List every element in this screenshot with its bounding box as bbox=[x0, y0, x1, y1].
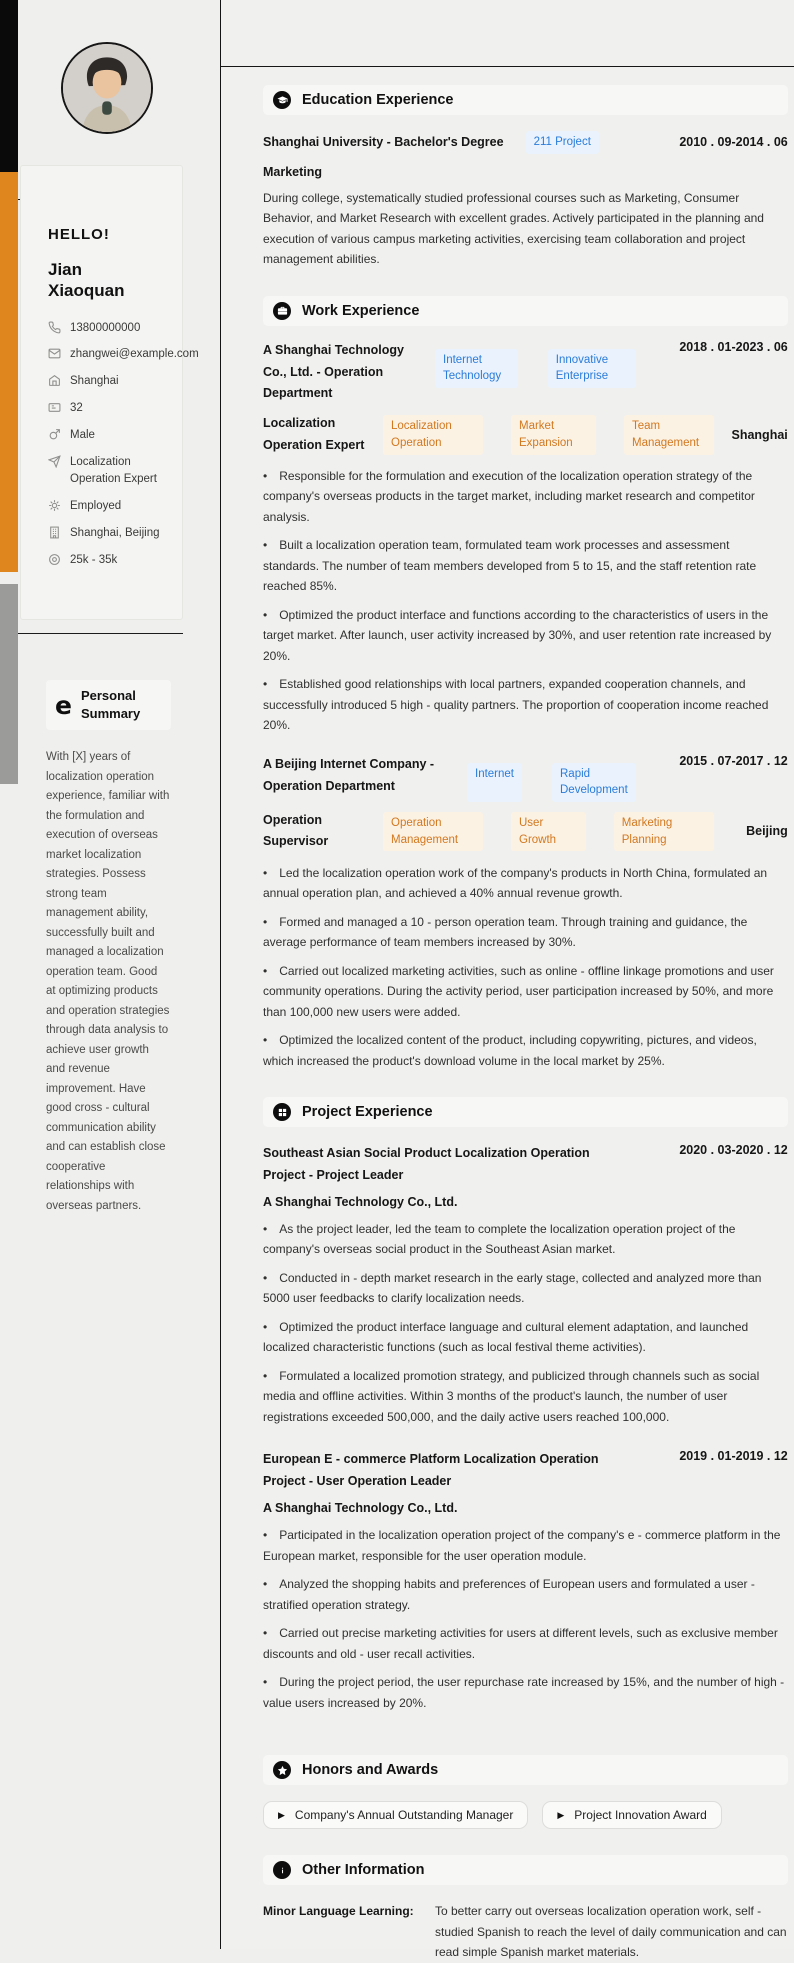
company-tag: Internet Technology bbox=[435, 349, 518, 388]
position-icon bbox=[48, 455, 61, 468]
briefcase-icon bbox=[273, 302, 291, 320]
personal-summary-header bbox=[46, 680, 171, 730]
company-tag: Rapid Development bbox=[552, 763, 636, 802]
contact-value: Shanghai bbox=[70, 375, 119, 388]
contact-list bbox=[48, 320, 199, 570]
education-section bbox=[263, 85, 788, 270]
company-tags bbox=[467, 763, 636, 802]
job-entry bbox=[263, 340, 788, 736]
contact-value: Male bbox=[70, 428, 95, 441]
section-title: Education Experience bbox=[302, 92, 454, 108]
contact-value: Localization Operation Expert bbox=[70, 455, 157, 486]
grid-icon bbox=[273, 1103, 291, 1121]
role-tag: User Growth bbox=[511, 812, 586, 851]
top-divider bbox=[221, 66, 794, 67]
bullet-item: • Analyzed the shopping habits and preferences of European users and formulated a user - stratified operation strategy. bbox=[263, 1574, 788, 1615]
bullet-item: • Carried out localized marketing activities, such as online - offline linkage promotions and user community operations. During the activity period, user participation increased by 50%, and more than 100,000 new users were added. bbox=[263, 961, 788, 1023]
award-pill[interactable] bbox=[542, 1801, 721, 1829]
job-entry bbox=[263, 754, 788, 1071]
role-tag: Market Expansion bbox=[511, 415, 596, 454]
bullet-item: • Formed and managed a 10 - person operation team. Through training and guidance, the average performance of team members increased by 30%. bbox=[263, 912, 788, 953]
bullet-item: • Optimized the localized content of the product, including copywriting, pictures, and videos, which increased the product's download volume in the local market by 25%. bbox=[263, 1030, 788, 1071]
status-icon bbox=[48, 499, 61, 512]
bullet-item: • Built a localization operation team, formulated team work processes and assessment standards. The number of team members developed from 5 to 15, and the staff retention rate reached 85%. bbox=[263, 535, 788, 597]
accent-strip-gray bbox=[0, 584, 18, 784]
section-title: Work Experience bbox=[302, 302, 420, 319]
project-entry bbox=[263, 1143, 788, 1427]
role-tags bbox=[383, 812, 714, 851]
contact-status bbox=[48, 498, 172, 516]
sidebar bbox=[0, 0, 220, 1949]
contact-value: Employed bbox=[70, 500, 122, 513]
contact-city bbox=[48, 373, 172, 391]
education-entry-row bbox=[263, 131, 788, 154]
contact-position bbox=[48, 454, 172, 490]
other-section bbox=[263, 1855, 788, 1963]
section-title: Other Information bbox=[302, 1862, 425, 1879]
project-bullets bbox=[263, 1525, 788, 1713]
summary-text: With [X] years of localization operation experience, familiar with the formulation and execution of overseas market localization strategies. Possess strong team management ability, successfully built and managed a localization operation team. Good at optimizing products and operation strategies through data analysis to achieve user growth and revenue improvement. Have good cross - cultural communication ability and can establish close cooperative relationships with overseas partners. bbox=[46, 751, 170, 1212]
job-company-row bbox=[263, 340, 788, 406]
project-company: A Shanghai Technology Co., Ltd. bbox=[263, 1501, 458, 1516]
project-name: Southeast Asian Social Product Localization Operation Project - Project Leader bbox=[263, 1146, 590, 1183]
bullet-item: • Participated in the localization operation project of the company's e - commerce platform in the European market, responsible for the user operation module. bbox=[263, 1525, 788, 1566]
age-icon bbox=[48, 401, 61, 414]
play-icon: ▶ bbox=[557, 1809, 565, 1820]
main-content bbox=[220, 0, 794, 1960]
info-icon bbox=[273, 1861, 291, 1879]
accent-strip-black bbox=[0, 0, 18, 172]
work-section bbox=[263, 296, 788, 1071]
project-date: 2019 . 01-2019 . 12 bbox=[679, 1449, 788, 1464]
contact-value: 25k - 35k bbox=[70, 553, 118, 566]
contact-value: 13800000000 bbox=[70, 321, 141, 334]
job-company-row bbox=[263, 754, 788, 802]
education-header bbox=[263, 85, 788, 115]
section-title: Honors and Awards bbox=[302, 1762, 439, 1779]
job-location: Shanghai bbox=[731, 427, 788, 442]
bullet-item: • Carried out precise marketing activities for users at different levels, such as exclusive member discounts and old - user recall activities. bbox=[263, 1623, 788, 1664]
avatar-illustration bbox=[63, 44, 151, 132]
school-name: Shanghai University - Bachelor's Degree bbox=[263, 135, 504, 150]
contact-gender bbox=[48, 427, 172, 445]
building-icon bbox=[48, 526, 61, 539]
gender-icon bbox=[48, 428, 61, 441]
project-bullets bbox=[263, 1219, 788, 1428]
company-tag: Internet bbox=[467, 763, 522, 802]
education-date: 2010 . 09-2014 . 06 bbox=[679, 135, 788, 150]
job-bullets bbox=[263, 466, 788, 736]
award-icon bbox=[273, 1761, 291, 1779]
hello-heading: HELLO! bbox=[48, 226, 110, 243]
honors-section bbox=[263, 1755, 788, 1829]
email-icon bbox=[48, 347, 61, 360]
phone-icon bbox=[48, 321, 61, 334]
bullet-item: • Optimized the product interface and functions according to the characteristics of users in the target market. After launch, user activity increased by 30%, and user retention rate increased by 20%. bbox=[263, 605, 788, 667]
role-tag: Localization Operation bbox=[383, 415, 483, 454]
bullet-item: • During the project period, the user repurchase rate increased by 15%, and the number of high - value users increased by 20%. bbox=[263, 1672, 788, 1713]
project-section bbox=[263, 1097, 788, 1713]
contact-work-cities bbox=[48, 525, 172, 543]
contact-value: zhangwei@example.com bbox=[70, 348, 199, 361]
project-entry bbox=[263, 1449, 788, 1713]
award-label: Company's Annual Outstanding Manager bbox=[294, 1808, 514, 1823]
education-description: During college, systematically studied professional courses such as Marketing, Consumer Behavior, and Market Research with excellent grades. Actively participated in the planning and execution of various campus marketing activities, exercising team collaboration and project management abilities. bbox=[263, 190, 764, 267]
job-bullets bbox=[263, 863, 788, 1072]
bullet-item: • Led the localization operation work of the company's products in North China, formulated an annual operation plan, and achieved a 40% annual revenue growth. bbox=[263, 863, 788, 904]
contact-salary bbox=[48, 552, 172, 570]
contact-email bbox=[48, 346, 199, 364]
other-info-row bbox=[263, 1901, 788, 1963]
bullet-item: • Conducted in - depth market research in the early stage, collected and analyzed more than 5000 user feedbacks to clarify localization needs. bbox=[263, 1268, 788, 1309]
avatar bbox=[61, 42, 153, 134]
work-header bbox=[263, 296, 788, 326]
salary-icon bbox=[48, 553, 61, 566]
company-tag: Innovative Enterprise bbox=[548, 349, 636, 388]
awards-row bbox=[263, 1801, 788, 1829]
accent-strip-orange bbox=[0, 172, 18, 572]
graduation-cap-icon bbox=[273, 91, 291, 109]
other-header bbox=[263, 1855, 788, 1885]
company-tags bbox=[435, 349, 636, 388]
home-icon bbox=[48, 374, 61, 387]
contact-value: 32 bbox=[70, 401, 83, 414]
bullet-item: • Responsible for the formulation and execution of the localization operation strategy of the company's overseas products in the target market, including market research and competitor analysis. bbox=[263, 466, 788, 528]
job-date: 2018 . 01-2023 . 06 bbox=[679, 339, 788, 354]
company-name: A Beijing Internet Company - Operation Department bbox=[263, 756, 435, 793]
role-title: Operation Supervisor bbox=[263, 813, 329, 849]
honors-header bbox=[263, 1755, 788, 1785]
job-role-row bbox=[263, 810, 788, 853]
project-date: 2020 . 03-2020 . 12 bbox=[679, 1143, 788, 1158]
project-title-row bbox=[263, 1143, 788, 1187]
play-icon: ▶ bbox=[278, 1809, 285, 1820]
role-tags bbox=[383, 415, 714, 454]
bullet-item: • As the project leader, led the team to complete the localization operation project of the company's overseas social product in the Southeast Asian market. bbox=[263, 1219, 788, 1260]
contact-age bbox=[48, 400, 172, 418]
job-location: Beijing bbox=[746, 824, 788, 839]
school-badge: 211 Project bbox=[526, 131, 599, 154]
project-header bbox=[263, 1097, 788, 1127]
sidebar-divider-bottom bbox=[0, 633, 183, 634]
other-label: Minor Language Learning: bbox=[263, 1904, 414, 1919]
project-company: A Shanghai Technology Co., Ltd. bbox=[263, 1194, 458, 1209]
project-title-row bbox=[263, 1449, 788, 1493]
summary-title: Personal Summary bbox=[80, 688, 141, 722]
candidate-name: Jian Xiaoquan bbox=[48, 260, 125, 301]
bullet-item: • Established good relationships with local partners, expanded cooperation channels, and successfully introduced 5 high - quality partners. The proportion of cooperation income reached 20%. bbox=[263, 674, 788, 736]
personal-summary-section bbox=[46, 680, 178, 1216]
section-title: Project Experience bbox=[302, 1104, 433, 1121]
award-pill[interactable] bbox=[263, 1801, 528, 1829]
major: Marketing bbox=[263, 164, 323, 179]
role-tag: Team Management bbox=[624, 415, 714, 454]
other-text: To better carry out overseas localization operation work, self - studied Spanish to reach the level of daily communication and can read simple Spanish market materials. bbox=[435, 1904, 787, 1960]
contact-value: Shanghai, Beijing bbox=[70, 527, 160, 539]
project-name: European E - commerce Platform Localization Operation Project - User Operation Leader bbox=[263, 1452, 599, 1489]
contact-phone bbox=[48, 320, 172, 338]
award-label: Project Innovation Award bbox=[574, 1808, 707, 1823]
summary-icon: e bbox=[55, 690, 72, 720]
bullet-item: • Optimized the product interface language and cultural element adaptation, and launched localized characteristic functions (such as local festival theme activities). bbox=[263, 1317, 788, 1358]
job-role-row bbox=[263, 413, 788, 456]
role-tag: Marketing Planning bbox=[614, 812, 714, 851]
role-tag: Operation Management bbox=[383, 812, 483, 851]
job-date: 2015 . 07-2017 . 12 bbox=[679, 753, 788, 768]
bullet-item: • Formulated a localized promotion strategy, and publicized through channels such as social media and offline activities. Within 3 months of the product's launch, the number of user registrations exceeded 500,000, and the daily active users reached 100,000. bbox=[263, 1366, 788, 1428]
profile-card bbox=[20, 165, 199, 620]
role-title: Localization Operation Expert bbox=[263, 416, 365, 452]
company-name: A Shanghai Technology Co., Ltd. - Operation Department bbox=[263, 342, 404, 401]
